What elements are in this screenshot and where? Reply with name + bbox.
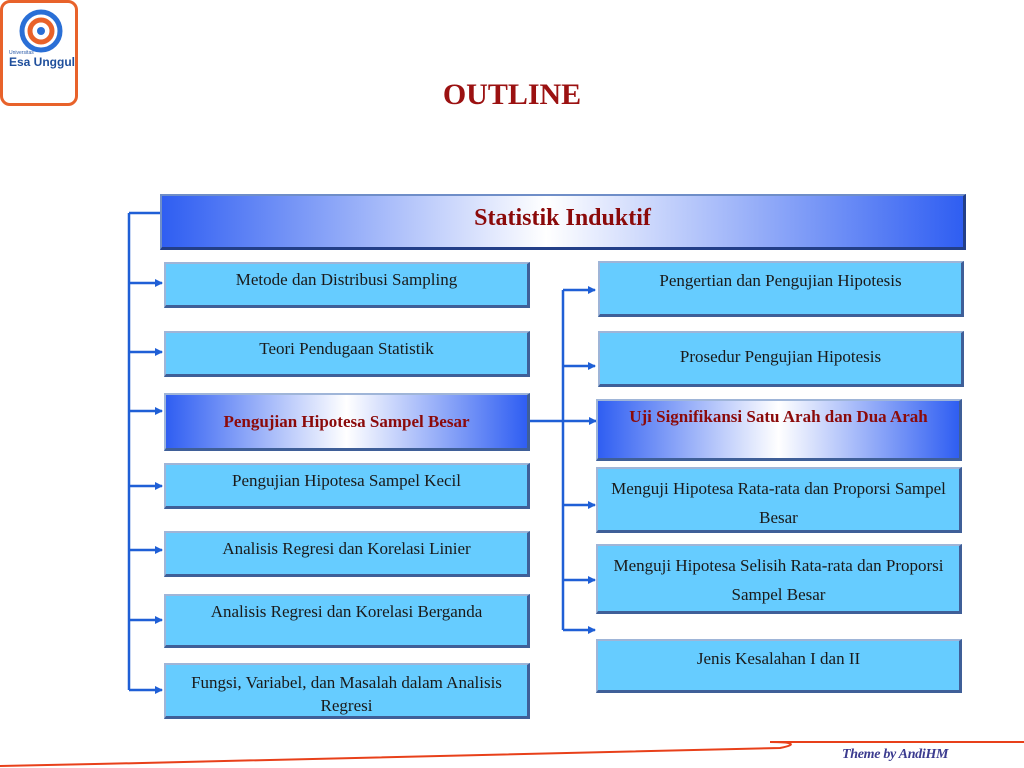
right-item-6: Jenis Kesalahan I dan II [596,639,962,693]
left-item-2: Teori Pendugaan Statistik [164,331,530,377]
left-item-1: Metode dan Distribusi Sampling [164,262,530,308]
right-item-4: Menguji Hipotesa Rata-rata dan Proporsi Sampel Besar [596,467,962,533]
left-item-6: Analisis Regresi dan Korelasi Berganda [164,594,530,648]
left-item-7: Fungsi, Variabel, dan Masalah dalam Analisis Regresi [164,663,530,719]
right-item-1: Pengertian dan Pengujian Hipotesis [598,261,964,317]
logo-name: Esa Unggul [9,55,76,69]
logo-subtitle: Universitas [9,50,34,56]
header-box: Statistik Induktif [160,194,966,250]
left-item-4: Pengujian Hipotesa Sampel Kecil [164,463,530,509]
page-title: OUTLINE [442,78,582,111]
left-item-5: Analisis Regresi dan Korelasi Linier [164,531,530,577]
right-item-2: Prosedur Pengujian Hipotesis [598,331,964,387]
footer-credit: Theme by AndiHM [842,747,949,762]
right-item-3-highlight: Uji Signifikansi Satu Arah dan Dua Arah [596,399,962,461]
right-item-5: Menguji Hipotesa Selisih Rata-rata dan Proporsi Sampel Besar [596,544,962,614]
left-item-3-highlight: Pengujian Hipotesa Sampel Besar [164,393,530,451]
